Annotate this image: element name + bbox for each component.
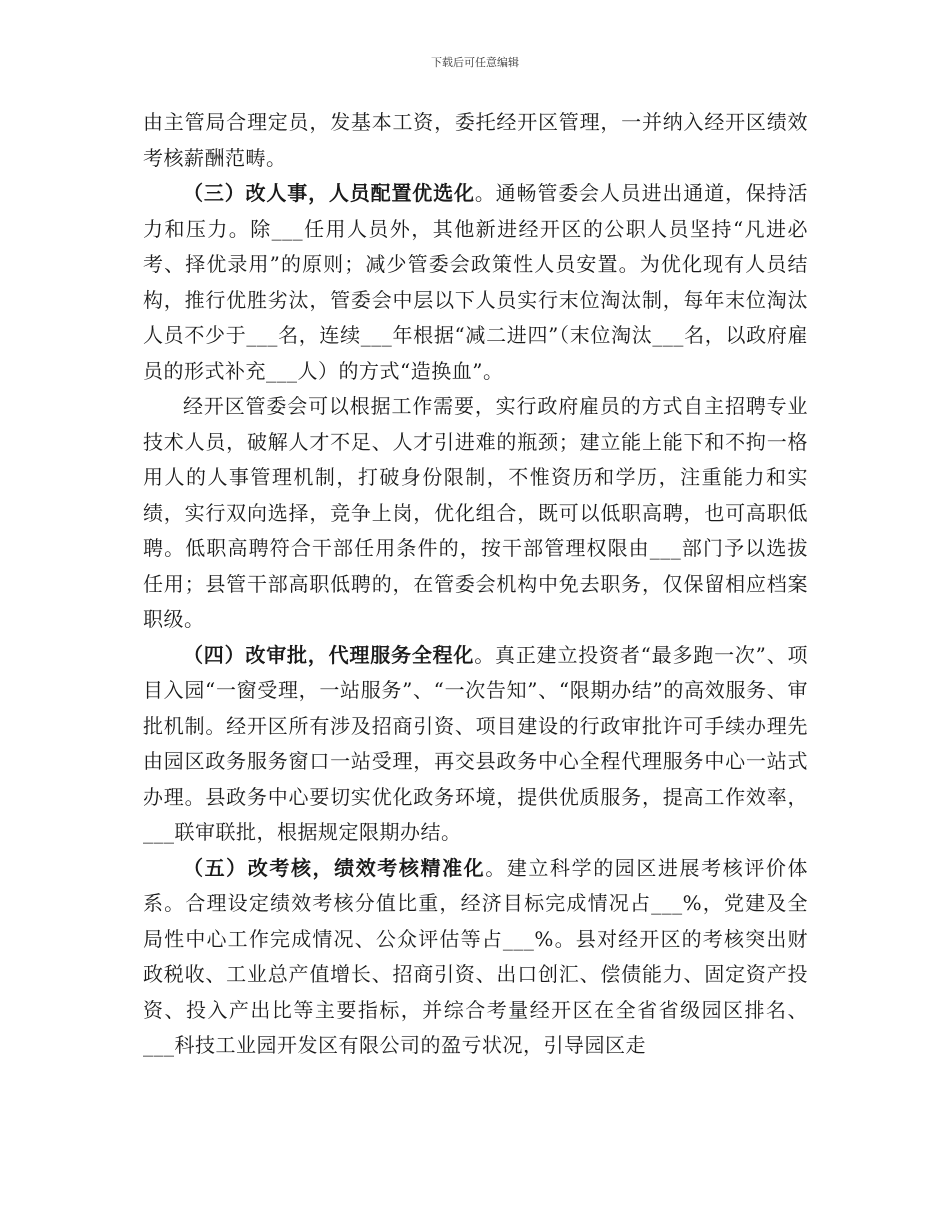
paragraph-3 <box>143 389 808 638</box>
paragraph-1-text: 由主管局合理定员，发基本工资，委托经开区管理，一并纳入经开区绩效考核薪酬范畴。 <box>143 110 808 170</box>
section-heading-5: （五）改考核，绩效考核精准化 <box>183 855 486 880</box>
paragraph-3-text: 经开区管委会可以根据工作需要，实行政府雇员的方式自主招聘专业技术人员，破解人才不足、人才引进难的瓶颈；建立能上能下和不拘一格用人的人事管理机制，打破身份限制，不惟资历和学历，注重能力和实绩，实行双向选择，竞争上岗，优化组合，既可以低职高聘，也可高职低聘。低职高聘符合干部任用条件的，按干部管理权限由___部门予以选拔任用；县管干部高职低聘的，在管委会机构中免去职务，仅保留相应档案职级。 <box>143 394 808 631</box>
paragraph-2-text: 。通畅管委会人员进出通道，保持活力和压力。除___任用人员外，其他新进经开区的公职人员坚持“凡进必考、择优录用”的原则；减少管委会政策性人员安置。为优化现有人员结构，推行优胜劣汰，管委会中层以下人员实行末位淘汰制，每年末位淘汰人员不少于___名，连续___年根据“减二进四”（末位淘汰___名，以政府雇员的形式补充___人）的方式“造换血”。 <box>143 181 809 383</box>
paragraph-4 <box>143 638 808 851</box>
paragraph-5-text: 。建立科学的园区进展考核评价体系。合理设定绩效考核分值比重，经济目标完成情况占___%，党建及全局性中心工作完成情况、公众评估等占___%。县对经开区的考核突出财政税收、工业总产值增长、招商引资、出口创汇、偿债能力、固定资产投资、投入产出比等主要指标，并综合考量经开区在全省省级园区排名、___科技工业园开发区有限公司的盈亏状况，引导园区走 <box>143 855 808 1057</box>
section-heading-3: （三）改人事，人员配置优选化 <box>183 181 475 205</box>
paragraph-5 <box>143 851 808 1064</box>
section-heading-4: （四）改审批，代理服务全程化 <box>183 642 475 667</box>
document-body <box>143 105 808 1064</box>
paragraph-2 <box>143 176 808 389</box>
paragraph-4-text: 。真正建立投资者“最多跑一次”、项目入园“一窗受理，一站服务”、“一次告知”、“限期办结”的高效服务、审批机制。经开区所有涉及招商引资、项目建设的行政审批许可手续办理先由园区政务服务窗口一站受理，再交县政务中心全程代理服务中心一站式办理。县政务中心要切实优化政务环境，提供优质服务，提高工作效率，___联审联批，根据规定限期办结。 <box>143 642 809 844</box>
page-header: 下载后可任意编辑 <box>431 56 519 69</box>
paragraph-1 <box>143 105 808 176</box>
